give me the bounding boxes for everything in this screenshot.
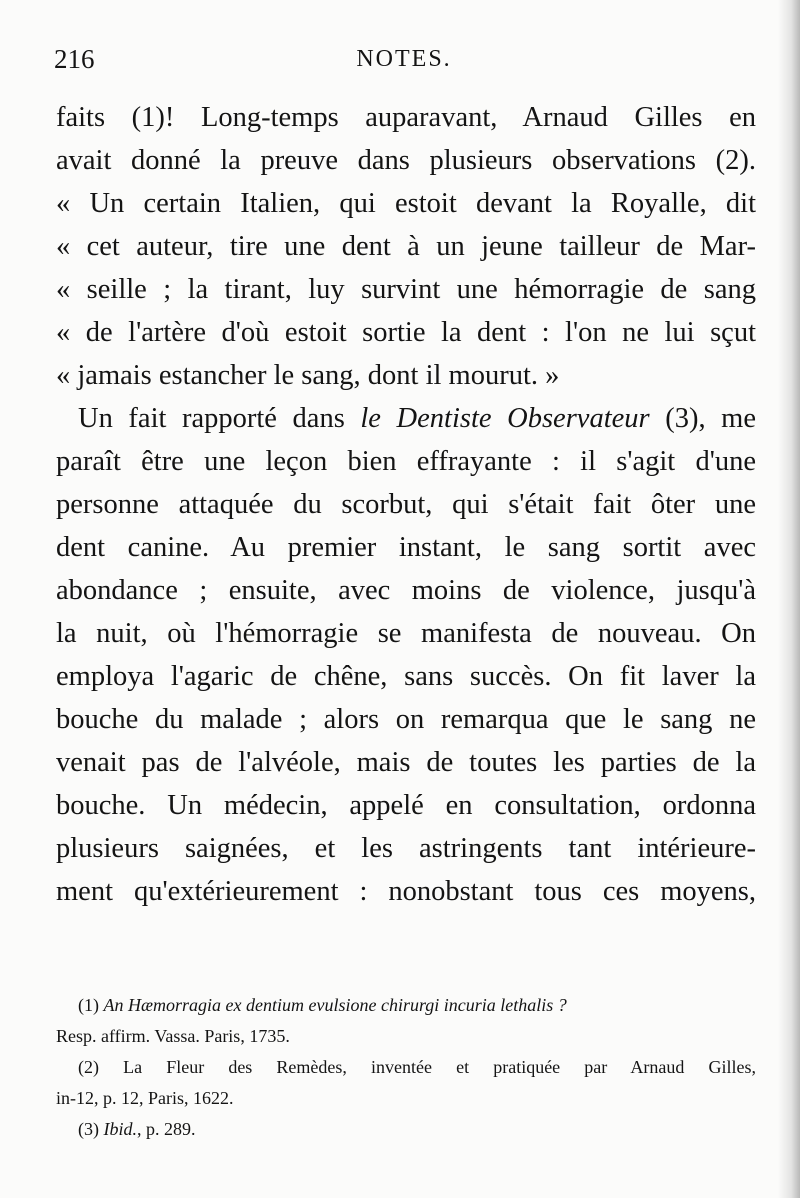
- text-line: personne attaquée du scorbut, qui s'était fait ôter une: [56, 489, 756, 520]
- text-line: « cet auteur, tire une dent à un jeune tailleur de Mar-: [56, 231, 756, 262]
- text-line: venait pas de l'alvéole, mais de toutes les parties de la: [56, 747, 756, 778]
- text-line: faits (1)! Long-temps auparavant, Arnaud Gilles en: [56, 102, 756, 133]
- page-header: [54, 44, 754, 84]
- page-edge-shadow: [778, 0, 800, 1198]
- text-span: , p. 289.: [137, 1119, 196, 1139]
- page-number: 216: [54, 44, 95, 74]
- text-line: bouche. Un médecin, appelé en consultation, ordonna: [56, 790, 756, 821]
- text-line: dent canine. Au premier instant, le sang sortit avec: [56, 532, 756, 563]
- footnote-1-continued: Resp. affirm. Vassa. Paris, 1735.: [56, 1026, 290, 1046]
- book-title: le Dentiste Observateur: [360, 403, 650, 434]
- text-line: « Un certain Italien, qui estoit devant la Royalle, dit: [56, 188, 756, 219]
- text-line: ment qu'extérieurement : nonobstant tous ces moyens,: [56, 876, 756, 907]
- footnote-title: Ibid.: [103, 1119, 137, 1139]
- text-line: « seille ; la tirant, luy survint une hémorragie de sang: [56, 274, 756, 305]
- text-span: (3), me: [649, 403, 756, 434]
- footnote-2-continued: in-12, p. 12, Paris, 1622.: [56, 1088, 234, 1108]
- paragraph-start-line: [56, 397, 756, 440]
- footnote-title: An Hæmorragia ex dentium evulsione chirurgi incuria lethalis ?: [103, 995, 567, 1015]
- text-line: paraît être une leçon bien effrayante : il s'agit d'une: [56, 446, 756, 477]
- footnote-marker: (1): [78, 995, 104, 1015]
- text-line: « jamais estancher le sang, dont il mourut. »: [56, 360, 560, 391]
- text-line: avait donné la preuve dans plusieurs observations (2).: [56, 145, 756, 176]
- running-head: NOTES.: [356, 46, 452, 72]
- text-span: Un fait rapporté dans: [78, 403, 361, 434]
- text-line: la nuit, où l'hémorragie se manifesta de nouveau. On: [56, 618, 756, 649]
- text-line: employa l'agaric de chêne, sans succès. On fit laver la: [56, 661, 756, 692]
- footnote-1: [56, 990, 756, 1021]
- main-text: [56, 96, 756, 913]
- text-line: bouche du malade ; alors on remarqua que le sang ne: [56, 704, 756, 735]
- text-line: abondance ; ensuite, avec moins de violence, jusqu'à: [56, 575, 756, 606]
- text-line: plusieurs saignées, et les astringents tant intérieure-: [56, 833, 756, 864]
- footnote-marker: (3): [78, 1119, 104, 1139]
- footnote-2: (2) La Fleur des Remèdes, inventée et pratiquée par Arnaud Gilles,: [78, 1057, 756, 1077]
- text-line: « de l'artère d'où estoit sortie la dent : l'on ne lui sçut: [56, 317, 756, 348]
- footnotes: [56, 990, 756, 1145]
- footnote-3: [56, 1114, 756, 1145]
